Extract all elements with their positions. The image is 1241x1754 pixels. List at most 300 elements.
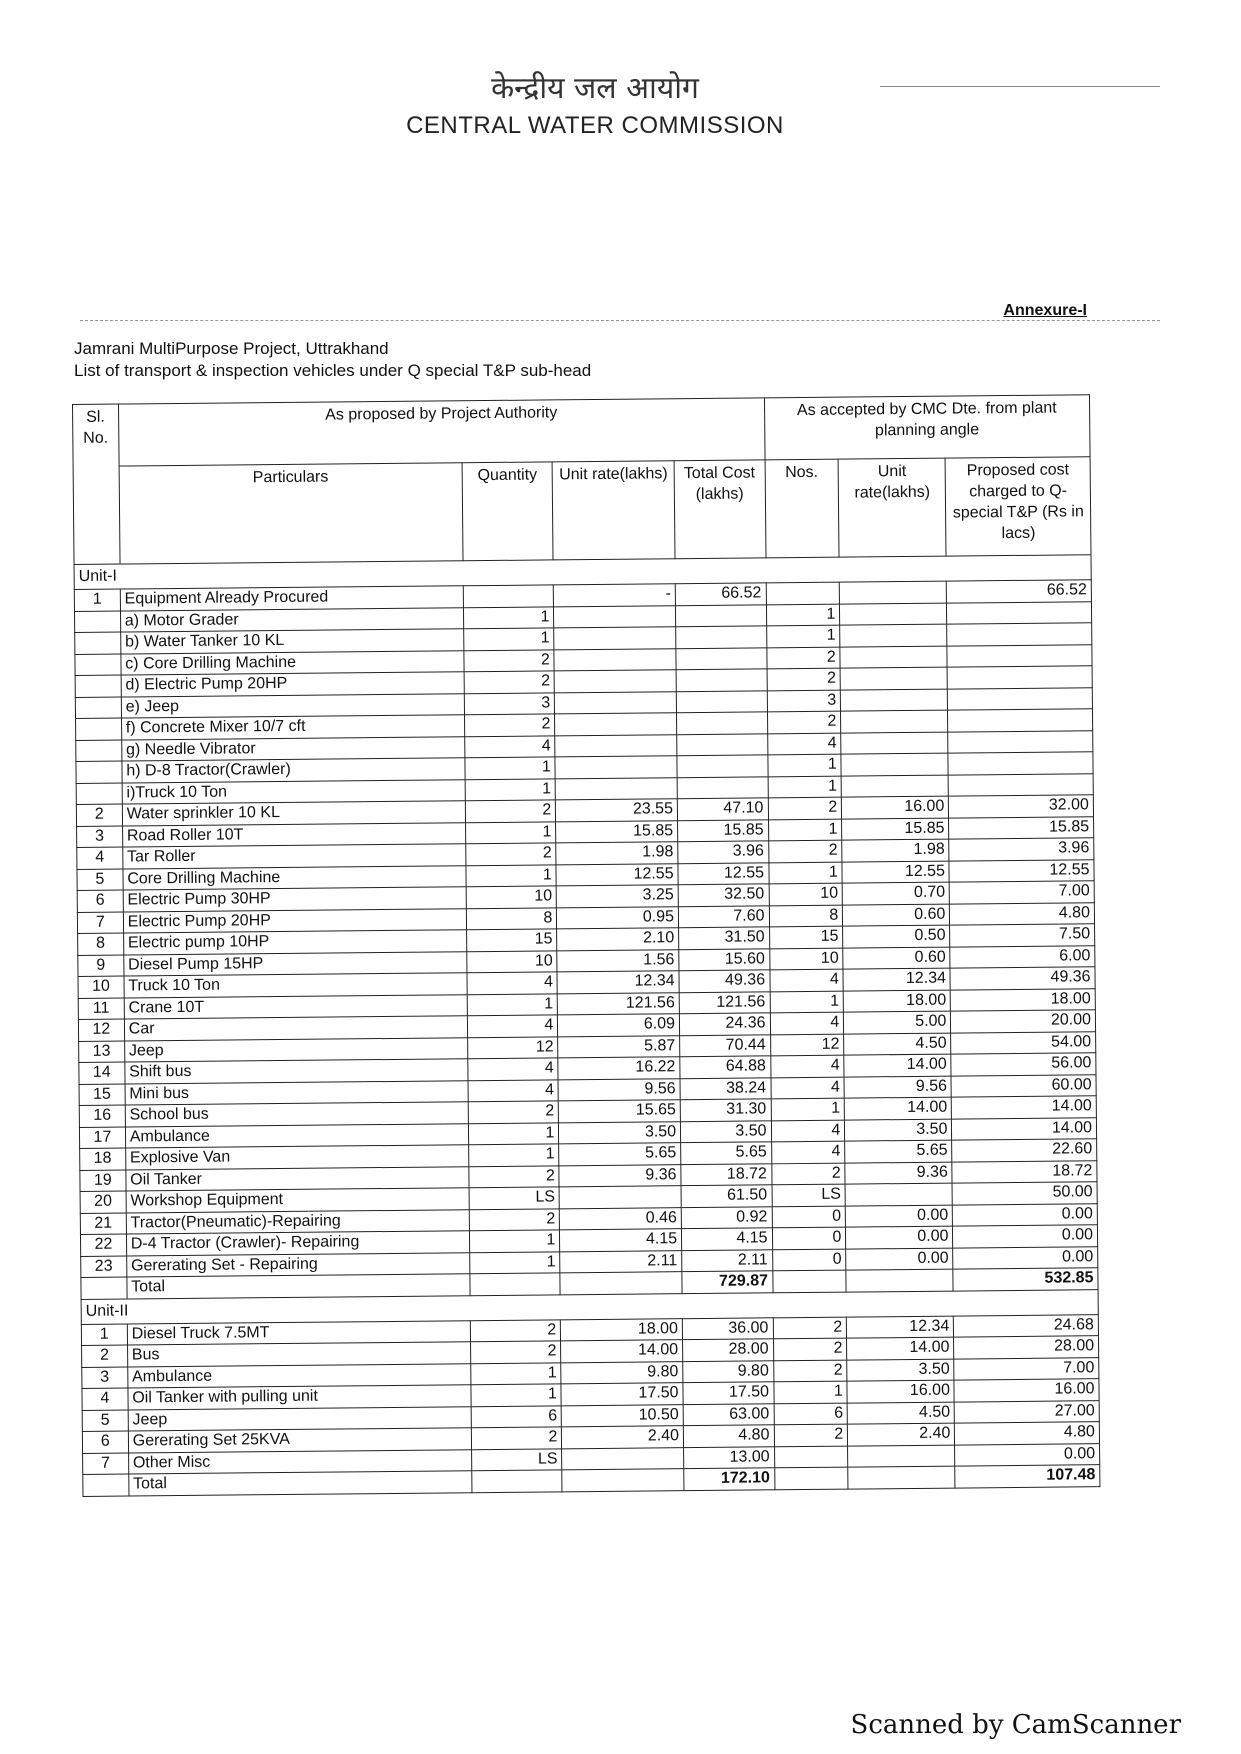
sl-no-cell: 21	[80, 1213, 126, 1235]
col-particulars: Particulars	[119, 463, 463, 564]
col-unit-rate-cmc: Unit rate(lakhs)	[838, 458, 946, 557]
proposed-cost-cell: 3.96	[949, 838, 1094, 861]
nos-cell: 10	[769, 948, 843, 970]
nos-cell	[774, 1446, 848, 1468]
total-cost-cell: 7.60	[678, 905, 769, 927]
nos-cell: 4	[770, 1012, 844, 1034]
unit-rate-cell: 16.22	[558, 1057, 680, 1080]
nos-cell: 4	[770, 1077, 844, 1099]
quantity-cell: 1	[468, 1122, 559, 1144]
proposed-cost-cell: 54.00	[951, 1031, 1096, 1054]
sl-no-cell: 17	[79, 1127, 125, 1149]
particulars-cell: Electric pump 10HP	[123, 930, 466, 955]
quantity-cell: 1	[469, 1230, 560, 1252]
unit-rate-cell	[559, 1186, 681, 1209]
sl-no-cell: 11	[78, 998, 124, 1020]
quantity-cell: 1	[470, 1251, 561, 1273]
proposed-cost-cell: 60.00	[951, 1074, 1096, 1097]
particulars-cell: Core Drilling Machine	[123, 865, 466, 890]
particulars-cell: e) Jeep	[121, 693, 464, 718]
sl-no-cell	[76, 761, 122, 783]
cmc-unit-rate-cell: 5.65	[845, 1140, 952, 1163]
quantity-cell: 2	[464, 649, 555, 671]
cmc-unit-rate-cell: 5.00	[844, 1011, 951, 1034]
proposed-cost-cell: 4.80	[955, 1422, 1100, 1445]
sl-no-cell: 13	[79, 1041, 125, 1063]
unit-rate-cell: 12.55	[556, 863, 678, 886]
unit-rate-cell: 2.40	[562, 1426, 684, 1449]
particulars-cell: Bus	[127, 1342, 470, 1367]
cmc-unit-rate-cell: 14.00	[845, 1097, 952, 1120]
proposed-cost-cell: 532.85	[953, 1268, 1098, 1291]
cmc-unit-rate-cell	[845, 1183, 952, 1206]
unit-rate-cell: 9.80	[561, 1361, 683, 1384]
quantity-cell: LS	[469, 1187, 560, 1209]
quantity-cell: 4	[467, 1015, 558, 1037]
sl-no-cell: 6	[77, 890, 123, 912]
camscanner-watermark: Scanned by CamScanner	[850, 1710, 1181, 1740]
unit-rate-cell: 3.25	[557, 885, 679, 908]
proposed-cost-cell: 6.00	[950, 945, 1095, 968]
nos-cell: 1	[768, 776, 842, 798]
total-cost-cell: 15.60	[679, 948, 770, 970]
quantity-cell: 1	[471, 1384, 562, 1406]
particulars-cell: Tractor(Pneumatic)-Repairing	[126, 1209, 469, 1234]
total-cost-cell: 31.30	[680, 1099, 771, 1121]
unit-rate-cell	[555, 713, 677, 736]
total-cost-cell: 15.85	[678, 819, 769, 841]
quantity-cell: 2	[469, 1165, 560, 1187]
proposed-cost-cell: 4.80	[950, 902, 1095, 925]
quantity-cell: 1	[463, 606, 554, 628]
particulars-cell: Gererating Set 25KVA	[128, 1428, 471, 1453]
particulars-cell: Diesel Pump 15HP	[124, 951, 467, 976]
total-cost-cell	[676, 669, 767, 691]
cmc-unit-rate-cell	[840, 667, 947, 690]
proposed-cost-cell	[947, 623, 1092, 646]
quantity-cell	[470, 1273, 561, 1295]
sl-no-cell: 2	[82, 1345, 128, 1367]
col-nos: Nos.	[765, 459, 840, 558]
annexure-label: Annexure-I	[999, 302, 1091, 320]
unit-rate-cell: 10.50	[562, 1404, 684, 1427]
quantity-cell: 1	[467, 993, 558, 1015]
nos-cell: 2	[768, 797, 842, 819]
sl-no-cell	[76, 740, 122, 762]
total-cost-cell: 12.55	[678, 862, 769, 884]
nos-cell: 2	[771, 1163, 845, 1185]
particulars-cell: b) Water Tanker 10 KL	[120, 629, 463, 654]
project-heading	[74, 338, 591, 382]
nos-cell: 4	[770, 1055, 844, 1077]
proposed-cost-cell	[947, 601, 1092, 624]
total-cost-cell: 9.80	[683, 1360, 774, 1382]
particulars-cell: a) Motor Grader	[120, 607, 463, 632]
sl-no-cell: 2	[76, 804, 122, 826]
sl-no-cell: 1	[74, 589, 120, 611]
col-sl-no: Sl. No.	[73, 404, 120, 564]
nos-cell: 2	[773, 1317, 847, 1339]
particulars-cell: h) D-8 Tractor(Crawler)	[122, 758, 465, 783]
sl-no-cell: 3	[77, 826, 123, 848]
group-project-authority: As proposed by Project Authority	[118, 398, 764, 466]
total-cost-cell: 32.50	[678, 884, 769, 906]
org-title: CENTRAL WATER COMMISSION	[406, 112, 784, 139]
list-title: List of transport & inspection vehicles under Q special T&P sub-head	[74, 361, 592, 380]
quantity-cell: 2	[469, 1208, 560, 1230]
proposed-cost-cell	[947, 666, 1092, 689]
sl-no-cell: 12	[78, 1019, 124, 1041]
col-unit-rate: Unit rate(lakhs)	[552, 461, 675, 560]
particulars-cell: i)Truck 10 Ton	[122, 779, 465, 804]
sl-no-cell: 22	[80, 1234, 126, 1256]
particulars-cell: Water sprinkler 10 KL	[122, 801, 465, 826]
particulars-cell: Oil Tanker	[126, 1166, 469, 1191]
proposed-cost-cell	[947, 644, 1092, 667]
proposed-cost-cell: 107.48	[955, 1465, 1100, 1488]
proposed-cost-cell: 27.00	[955, 1400, 1100, 1423]
sl-no-cell	[74, 611, 120, 633]
cmc-unit-rate-cell: 16.00	[847, 1380, 954, 1403]
particulars-cell: Workshop Equipment	[126, 1188, 469, 1213]
cmc-unit-rate-cell	[841, 710, 948, 733]
quantity-cell: 1	[471, 1362, 562, 1384]
nos-cell: 6	[774, 1403, 848, 1425]
total-cost-cell: 18.72	[681, 1163, 772, 1185]
quantity-cell: 8	[466, 907, 557, 929]
proposed-cost-cell: 16.00	[954, 1379, 1099, 1402]
total-cost-cell: 3.50	[680, 1120, 771, 1142]
cmc-unit-rate-cell	[841, 753, 948, 776]
nos-cell: 2	[768, 840, 842, 862]
unit-rate-cell: 1.56	[557, 949, 679, 972]
nos-cell: 15	[769, 926, 843, 948]
unit-rate-cell: 14.00	[561, 1340, 683, 1363]
nos-cell: 12	[770, 1034, 844, 1056]
quantity-cell: 4	[465, 735, 556, 757]
total-cost-cell: 61.50	[681, 1185, 772, 1207]
sl-no-cell	[75, 697, 121, 719]
particulars-cell: Electric Pump 20HP	[123, 908, 466, 933]
nos-cell: 2	[767, 668, 841, 690]
proposed-cost-cell: 49.36	[950, 967, 1095, 990]
total-cost-cell: 4.15	[681, 1228, 772, 1250]
cmc-unit-rate-cell: 15.85	[842, 818, 949, 841]
proposed-cost-cell: 50.00	[952, 1182, 1097, 1205]
unit-rate-cell: 5.87	[558, 1035, 680, 1058]
total-cost-cell: 5.65	[681, 1142, 772, 1164]
annexure-rule	[80, 320, 1160, 321]
nos-cell: 2	[767, 711, 841, 733]
unit-rate-cell: 4.15	[560, 1229, 682, 1252]
cmc-unit-rate-cell	[848, 1466, 955, 1489]
quantity-cell: 2	[466, 843, 557, 865]
total-cost-cell	[677, 712, 768, 734]
particulars-cell: Jeep	[124, 1037, 467, 1062]
cmc-unit-rate-cell: 4.50	[844, 1033, 951, 1056]
sl-no-cell: 14	[79, 1062, 125, 1084]
proposed-cost-cell: 7.00	[950, 881, 1095, 904]
quantity-cell: 6	[471, 1405, 562, 1427]
cmc-unit-rate-cell	[841, 689, 948, 712]
cmc-unit-rate-cell: 9.36	[845, 1162, 952, 1185]
particulars-cell: Equipment Already Procured	[120, 586, 463, 611]
quantity-cell: 10	[467, 950, 558, 972]
nos-cell: 2	[774, 1424, 848, 1446]
particulars-cell: Other Misc	[128, 1449, 471, 1474]
quantity-cell: 4	[467, 972, 558, 994]
quantity-cell: 1	[465, 778, 556, 800]
particulars-cell: Gererating Set - Repairing	[126, 1252, 469, 1277]
particulars-cell: Explosive Van	[125, 1145, 468, 1170]
proposed-cost-cell: 24.68	[954, 1314, 1099, 1337]
particulars-cell: g) Needle Vibrator	[121, 736, 464, 761]
group-cmc-accepted: As accepted by CMC Dte. from plant planning angle	[764, 395, 1090, 460]
unit-rate-cell: 0.95	[557, 906, 679, 929]
particulars-cell: Road Roller 10T	[122, 822, 465, 847]
proposed-cost-cell: 14.00	[952, 1096, 1097, 1119]
cmc-unit-rate-cell	[840, 581, 947, 604]
total-cost-cell	[677, 755, 768, 777]
total-cost-cell: 36.00	[682, 1317, 773, 1339]
quantity-cell: 1	[466, 864, 557, 886]
unit2-section	[81, 1289, 1100, 1496]
nos-cell: 2	[773, 1338, 847, 1360]
total-cost-cell: 3.96	[678, 841, 769, 863]
cmc-unit-rate-cell: 0.50	[843, 925, 950, 948]
total-cost-cell: 38.24	[680, 1077, 771, 1099]
cmc-unit-rate-cell: 0.00	[846, 1205, 953, 1228]
unit-rate-cell	[554, 627, 676, 650]
unit-rate-cell: 0.46	[560, 1207, 682, 1230]
sl-no-cell	[76, 718, 122, 740]
total-cost-cell	[676, 647, 767, 669]
cmc-unit-rate-cell	[846, 1269, 953, 1292]
unit-rate-cell	[555, 777, 677, 800]
total-cost-cell: 0.92	[681, 1206, 772, 1228]
particulars-cell: Tar Roller	[123, 844, 466, 869]
quantity-cell: 1	[465, 821, 556, 843]
quantity-cell	[472, 1470, 563, 1492]
sl-no-cell: 5	[77, 869, 123, 891]
cmc-unit-rate-cell: 18.00	[843, 990, 950, 1013]
unit-rate-cell: -	[554, 584, 676, 607]
nos-cell	[774, 1467, 848, 1489]
sl-no-cell: 6	[82, 1431, 128, 1453]
sl-no-cell: 4	[82, 1388, 128, 1410]
nos-cell: 0	[772, 1206, 846, 1228]
nos-cell: 1	[766, 604, 840, 626]
hindi-title: केन्द्रीय जल आयोग	[491, 71, 699, 106]
unit-rate-cell	[560, 1272, 682, 1295]
total-cost-cell	[675, 604, 766, 626]
unit-rate-cell	[554, 670, 676, 693]
quantity-cell: 2	[471, 1427, 562, 1449]
cmc-unit-rate-cell: 3.50	[847, 1359, 954, 1382]
cmc-unit-rate-cell	[841, 775, 948, 798]
sl-no-cell: 4	[77, 847, 123, 869]
nos-cell: 1	[773, 1381, 847, 1403]
quantity-cell: 4	[468, 1058, 559, 1080]
quantity-cell: 2	[470, 1319, 561, 1341]
sl-no-cell	[76, 783, 122, 805]
particulars-cell: Total	[127, 1274, 470, 1299]
cmc-unit-rate-cell: 3.50	[845, 1119, 952, 1142]
quantity-cell: 1	[464, 628, 555, 650]
total-cost-cell	[676, 690, 767, 712]
quantity-cell: 3	[464, 692, 555, 714]
particulars-cell: Oil Tanker with pulling unit	[128, 1385, 471, 1410]
unit-rate-cell: 18.00	[561, 1318, 683, 1341]
nos-cell: 10	[769, 883, 843, 905]
proposed-cost-cell: 0.00	[955, 1443, 1100, 1466]
quantity-cell: 12	[468, 1036, 559, 1058]
total-cost-cell: 729.87	[682, 1271, 773, 1293]
particulars-cell: Ambulance	[127, 1363, 470, 1388]
total-cost-cell: 28.00	[683, 1339, 774, 1361]
sl-no-cell: 7	[77, 912, 123, 934]
proposed-cost-cell: 12.55	[949, 859, 1094, 882]
particulars-cell: Ambulance	[125, 1123, 468, 1148]
unit-rate-cell	[554, 605, 676, 628]
project-title: Jamrani MultiPurpose Project, Uttrakhand	[74, 339, 389, 358]
cmc-unit-rate-cell: 0.70	[842, 882, 949, 905]
sl-no-cell: 8	[78, 933, 124, 955]
col-proposed-cost: Proposed cost charged to Q-special T&P (Rs in lacs)	[945, 457, 1091, 556]
total-cost-cell	[676, 626, 767, 648]
proposed-cost-cell: 22.60	[952, 1139, 1097, 1162]
sl-no-cell	[81, 1277, 127, 1299]
unit-rate-cell	[562, 1469, 684, 1492]
quantity-cell: 2	[470, 1341, 561, 1363]
nos-cell: 1	[766, 625, 840, 647]
nos-cell: 4	[767, 733, 841, 755]
total-cost-cell: 2.11	[682, 1249, 773, 1271]
sl-no-cell: 7	[83, 1453, 129, 1475]
sl-no-cell: 18	[80, 1148, 126, 1170]
vehicles-table	[72, 394, 1100, 1496]
particulars-cell: Shift bus	[125, 1059, 468, 1084]
proposed-cost-cell: 7.00	[954, 1357, 1099, 1380]
total-cost-cell: 49.36	[679, 970, 770, 992]
proposed-cost-cell: 0.00	[953, 1203, 1098, 1226]
quantity-cell: 2	[464, 671, 555, 693]
cmc-unit-rate-cell: 0.00	[846, 1226, 953, 1249]
sl-no-cell	[83, 1474, 129, 1496]
particulars-cell: Total	[129, 1471, 472, 1496]
cmc-unit-rate-cell: 14.00	[847, 1337, 954, 1360]
cmc-unit-rate-cell: 9.56	[844, 1076, 951, 1099]
total-cost-cell	[677, 733, 768, 755]
total-cost-cell	[677, 776, 768, 798]
particulars-cell: Crane 10T	[124, 994, 467, 1019]
particulars-cell: Diesel Truck 7.5MT	[127, 1320, 470, 1345]
total-cost-cell: 121.56	[679, 991, 770, 1013]
unit-rate-cell: 15.65	[559, 1100, 681, 1123]
proposed-cost-cell: 18.72	[952, 1160, 1097, 1183]
unit2-label: Unit-II	[81, 1289, 1098, 1324]
proposed-cost-cell: 7.50	[950, 924, 1095, 947]
proposed-cost-cell: 20.00	[951, 1010, 1096, 1033]
cmc-unit-rate-cell: 14.00	[844, 1054, 951, 1077]
sl-no-cell	[75, 654, 121, 676]
cmc-unit-rate-cell: 12.34	[847, 1316, 954, 1339]
cmc-unit-rate-cell: 12.55	[842, 861, 949, 884]
proposed-cost-cell	[948, 709, 1093, 732]
nos-cell: 4	[771, 1141, 845, 1163]
sl-no-cell: 23	[81, 1256, 127, 1278]
unit-rate-cell: 121.56	[558, 992, 680, 1015]
nos-cell: 3	[767, 690, 841, 712]
quantity-cell: 2	[465, 800, 556, 822]
nos-cell: 2	[766, 647, 840, 669]
unit-rate-cell	[555, 691, 677, 714]
proposed-cost-cell: 0.00	[953, 1246, 1098, 1269]
sl-no-cell	[75, 632, 121, 654]
total-cost-cell: 64.88	[680, 1056, 771, 1078]
nos-cell	[772, 1270, 846, 1292]
total-cost-cell: 13.00	[684, 1446, 775, 1468]
proposed-cost-cell: 56.00	[951, 1053, 1096, 1076]
cmc-unit-rate-cell	[840, 646, 947, 669]
particulars-cell: f) Concrete Mixer 10/7 cft	[121, 715, 464, 740]
total-cost-cell: 66.52	[675, 583, 766, 605]
cmc-unit-rate-cell	[848, 1445, 955, 1468]
unit-rate-cell: 6.09	[558, 1014, 680, 1037]
proposed-cost-cell	[948, 752, 1093, 775]
cmc-unit-rate-cell	[840, 603, 947, 626]
quantity-cell: 1	[469, 1144, 560, 1166]
quantity-cell	[463, 585, 554, 607]
unit-rate-cell	[555, 734, 677, 757]
nos-cell: 0	[772, 1249, 846, 1271]
proposed-cost-cell: 0.00	[953, 1225, 1098, 1248]
cmc-unit-rate-cell: 0.60	[843, 947, 950, 970]
sl-no-cell: 1	[81, 1324, 127, 1346]
sl-no-cell: 9	[78, 955, 124, 977]
cmc-unit-rate-cell: 1.98	[842, 839, 949, 862]
sl-no-cell: 19	[80, 1170, 126, 1192]
nos-cell: 1	[768, 862, 842, 884]
total-cost-cell: 63.00	[683, 1403, 774, 1425]
total-cost-cell: 17.50	[683, 1382, 774, 1404]
nos-cell: 1	[770, 991, 844, 1013]
unit-rate-cell: 1.98	[556, 842, 678, 865]
particulars-cell: D-4 Tractor (Crawler)- Repairing	[126, 1231, 469, 1256]
nos-cell: 1	[767, 754, 841, 776]
nos-cell	[766, 582, 840, 604]
proposed-cost-cell: 15.85	[949, 816, 1094, 839]
sl-no-cell: 20	[80, 1191, 126, 1213]
sl-no-cell: 16	[79, 1105, 125, 1127]
unit-rate-cell: 12.34	[557, 971, 679, 994]
unit-rate-cell: 23.55	[556, 799, 678, 822]
total-cost-cell: 172.10	[684, 1468, 775, 1490]
proposed-cost-cell	[948, 730, 1093, 753]
total-cost-cell: 47.10	[677, 798, 768, 820]
cmc-unit-rate-cell: 16.00	[842, 796, 949, 819]
unit-rate-cell	[554, 648, 676, 671]
proposed-cost-cell	[949, 773, 1094, 796]
proposed-cost-cell: 32.00	[949, 795, 1094, 818]
proposed-cost-cell: 18.00	[951, 988, 1096, 1011]
nos-cell: LS	[772, 1184, 846, 1206]
unit1-section	[74, 555, 1098, 1299]
unit-rate-cell: 9.56	[558, 1078, 680, 1101]
nos-cell: 2	[773, 1360, 847, 1382]
cmc-unit-rate-cell	[841, 732, 948, 755]
particulars-cell: Electric Pump 30HP	[123, 887, 466, 912]
